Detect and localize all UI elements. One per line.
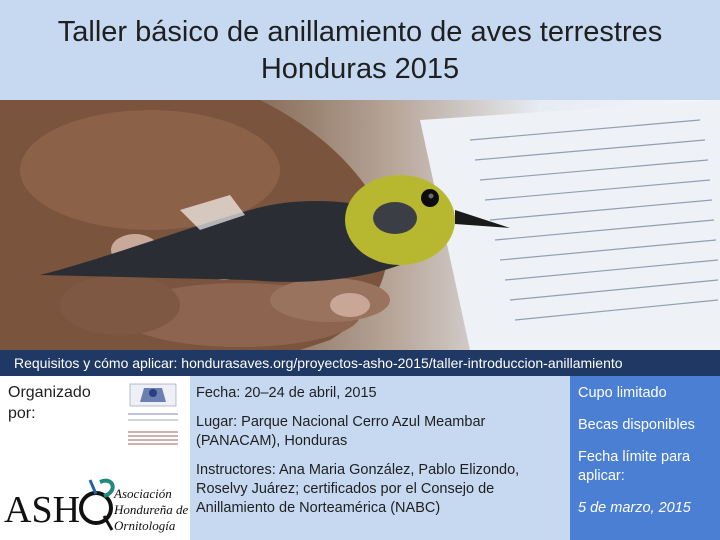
limited-spots: Cupo limitado [578, 385, 667, 401]
event-date: Fecha: 20–24 de abril, 2015 [196, 385, 377, 401]
asho-logo [4, 472, 190, 538]
page-title [0, 0, 720, 100]
svg-text:ASH: ASH [4, 489, 81, 531]
svg-text:Asociación: Asociación [114, 486, 172, 501]
application-link[interactable]: Requisitos y cómo aplicar: hondurasaves.org/proyectos-asho-2015/taller-introduccion-anillamiento [0, 350, 720, 376]
svg-text:Ornitología: Ornitología [114, 518, 176, 533]
scholarships: Becas disponibles [578, 417, 695, 433]
deadline-label: Fecha límite para aplicar: [578, 449, 691, 484]
organizer-section [0, 376, 190, 540]
event-details [190, 376, 570, 540]
svg-text:Hondureña de: Hondureña de [114, 502, 189, 517]
bird-banding-photo [0, 100, 720, 350]
application-notes [570, 376, 720, 540]
event-instructors: Instructores: Ana Maria González, Pablo Elizondo, Roselvy Juárez; certificados por el Consejo de Anillamiento de Norteamérica (NABC) [196, 462, 520, 516]
organizer-label: Organizado por: [8, 384, 91, 422]
deadline-date: 5 de marzo, 2015 [578, 500, 691, 516]
event-location: Lugar: Parque Nacional Cerro Azul Meambar (PANACAM), Honduras [196, 414, 486, 449]
title-line-2: Honduras 2015 [260, 53, 460, 85]
honduras-government-seal-logo [118, 378, 188, 464]
title-line-1: Taller básico de anillamiento de aves terrestres [57, 16, 663, 48]
